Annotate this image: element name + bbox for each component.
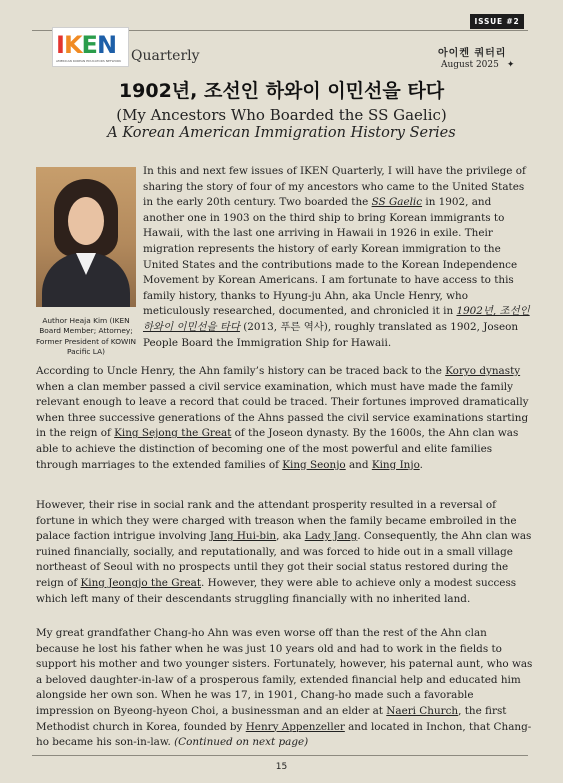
masthead-quarterly: Quarterly (131, 48, 200, 64)
series-title: A Korean American Immigration History Series (107, 125, 456, 141)
link-king-seonjo[interactable]: King Seonjo (282, 458, 346, 471)
article-subtitle: (My Ancestors Who Boarded the SS Gaelic) (116, 106, 447, 124)
paragraph-1: According to Uncle Henry, the Ahn family’s history can be traced back to the Koryo dynasty when a clan member passed a civil service examination, which must have made the family relevant enough to leave a record that could be traced. Their fortunes improved dramatically when three successive generations of the Ahns passed the civil service examinations starting in the reign of King Sejong the Great of the Joseon dynasty. By the 1600s, the Ahn clan was able to achieve the distinction of becoming one of the most powerful and elite families through marriages to the extended families of King Seonjo and King Injo. (36, 365, 529, 471)
star-icon: ✦ (506, 60, 515, 70)
paragraph-2: However, their rise in social rank and the attendant prosperity resulted in a reversal of fortune in which they were charged with treason when the family became embroiled in the palace faction intrigue involving Jang Hui-bin, aka Lady Jang. Consequently, the Ahn clan was ruined financially, socially, and reputationally, and was forced to hide out in a small village northeast of Seoul with no prospects until they got their social status restored during the reign of King Jeongjo the Great. However, they were able to achieve only a modest success which left many of their descendants struggling financially with no inherited land. (36, 499, 532, 605)
masthead-korean: 아이켄 쿼터리 (438, 48, 507, 59)
link-henry-appenzeller[interactable]: Henry Appenzeller (245, 720, 345, 733)
photo-caption: Author Heaja Kim (IKEN Board Member; Attorney; Former President of KOWIN Pacific LA) (35, 316, 137, 356)
author-photo (36, 167, 136, 307)
intro-paragraph: In this and next few issues of IKEN Quarterly, I will have the privilege of sharing the story of four of my ancestors who came to the United States in the early 20th century. Two boarded the SS Gaelic in 1902, and another one in 1903 on the third ship to bring Korean immigrants to Hawaii, with the last one arriving in Hawaii in 1926 in exile. Their migration represents the history of early Korean immigration to the United States and the contributions made to the Korean Independence Movement by Korean Americans. I am fortunate to have access to this family history, thanks to Hyung-ju Ahn, aka Uncle Henry, who meticulously researched, documented, and chronicled it in 1902년, 조선인 하와이 이민선을 타다 (2013, 푸른 역사), roughly translated as 1902, Joseon People Board the Immigration Ship for Hawaii. (143, 165, 530, 349)
issue-date: August 2025 ✦ (441, 60, 515, 70)
logo-subtext: AMERICAN KOREAN EDUCATORS NETWORK (56, 59, 122, 63)
link-king-injo[interactable]: King Injo (371, 458, 420, 471)
logo-wordmark: IKEN (56, 31, 117, 59)
link-naeri-church[interactable]: Naeri Church (386, 704, 459, 717)
issue-badge: ISSUE #2 (470, 14, 524, 29)
link-king-sejong[interactable]: King Sejong the Great (114, 427, 232, 440)
footer-rule (32, 755, 528, 756)
continued-note: (Continued on next page) (174, 736, 309, 749)
link-book-title[interactable]: 1902년, 조선인 하와이 이민선을 타다 (143, 305, 530, 333)
link-lady-jang[interactable]: Lady Jang (304, 530, 358, 543)
link-ss-gaelic[interactable]: SS Gaelic (371, 196, 423, 209)
link-king-jeongjo[interactable]: King Jeongjo the Great (80, 576, 202, 589)
paragraph-3: My great grandfather Chang-ho Ahn was even worse off than the rest of the Ahn clan because he lost his father when he was just 10 years old and had to work in the fields to support his mother and two younger sisters. Fortunately, however, his paternal aunt, who was a beloved daughter-in-law of a prosperous family, extended financial help and educated him alongside her own son. When he was 17, in 1901, Chang-ho made such a favorable impression on Byeong-hyeon Choi, a businessman and an elder at Naeri Church, the first Methodist church in Korea, founded by Henry Appenzeller and located in Inchon, that Chang-ho became his son-in-law. (Continued on next page) (36, 627, 533, 749)
link-koryo-dynasty[interactable]: Koryo dynasty (445, 365, 521, 377)
article-title: 1902년, 조선인 하와이 이민선을 타다 (118, 80, 445, 102)
link-jang-hui-bin[interactable]: Jang Hui-bin (209, 530, 277, 543)
page-number: 15 (275, 762, 288, 772)
iken-logo (52, 27, 129, 67)
